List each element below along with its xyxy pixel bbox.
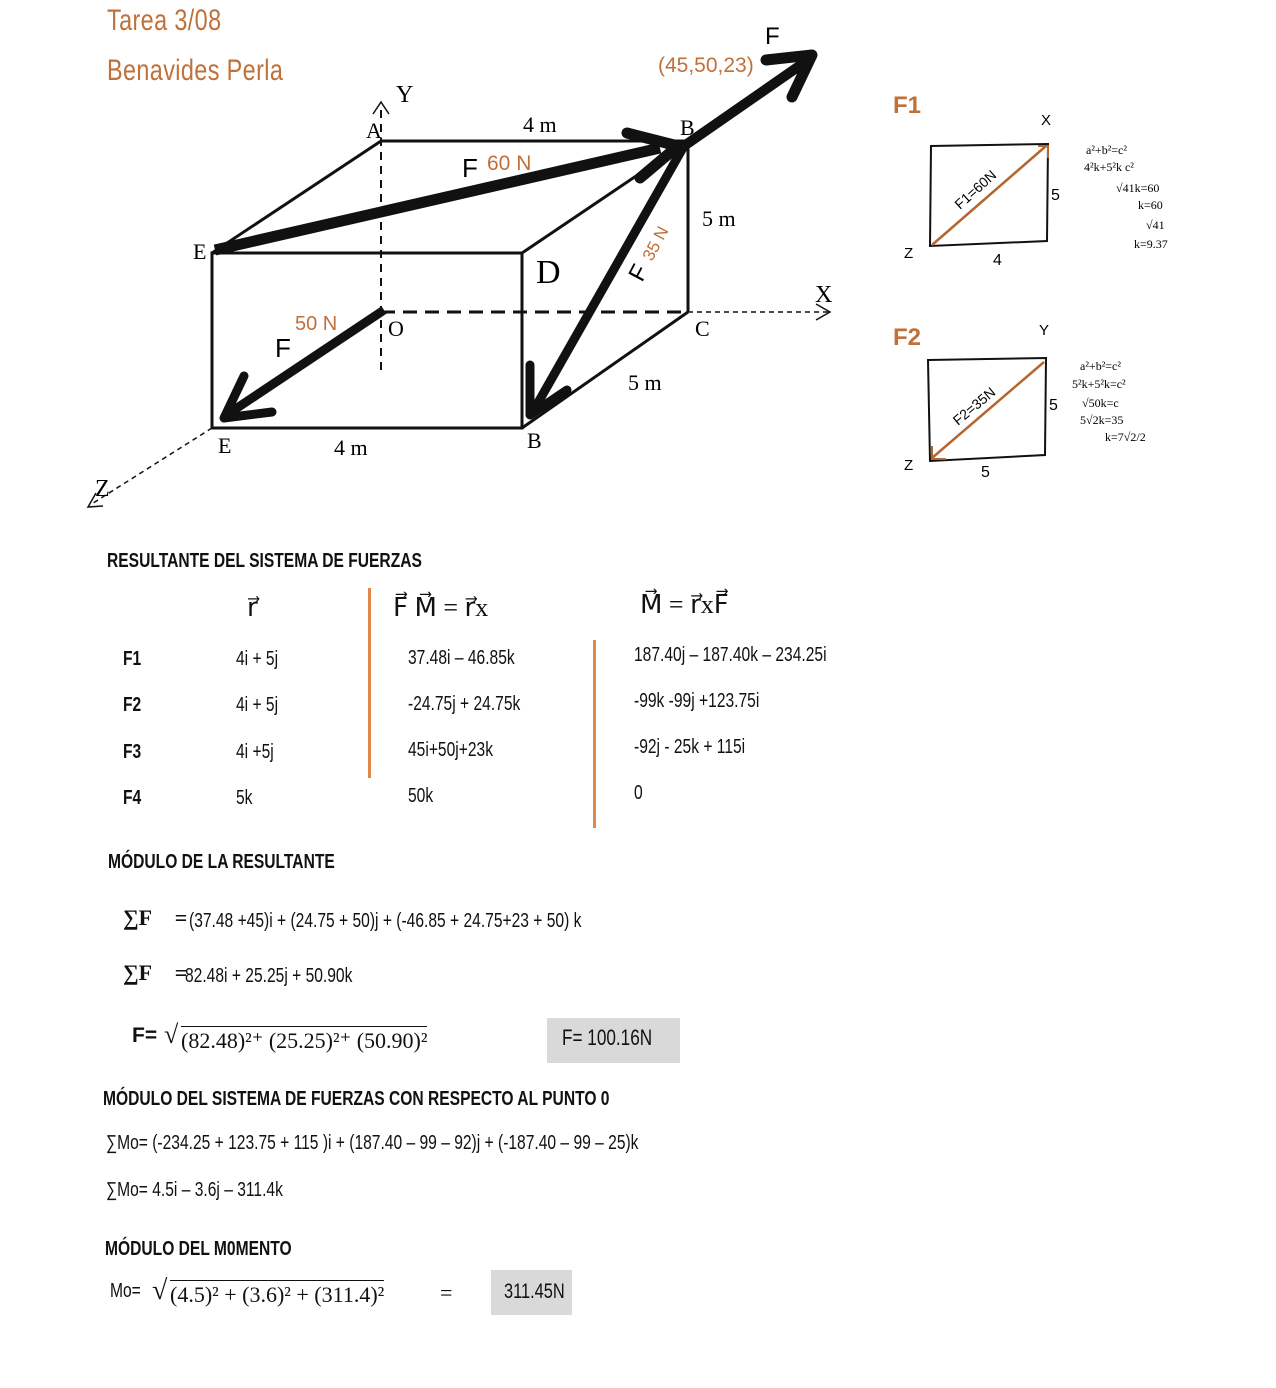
assignment-title: Tarea 3/08	[107, 4, 222, 37]
section-modulo-momento-heading: MÓDULO DEL M0MENTO	[105, 1238, 292, 1260]
equals-sign: =	[440, 1280, 453, 1305]
resultant-vector: 82.48i + 25.25j + 50.90k	[185, 965, 353, 987]
f2-sketch-bottom: 5	[981, 464, 990, 481]
col-header-r: r⃗	[247, 593, 258, 622]
box-front-face	[212, 253, 522, 428]
label-E-top: E	[193, 239, 207, 264]
svg-text:5√2k=35: 5√2k=35	[1080, 413, 1124, 427]
dim-top: 4 m	[523, 112, 557, 137]
sketch-f1-title: F1	[893, 92, 922, 119]
dim-right-vertical: 5 m	[702, 206, 736, 231]
divider-1	[368, 588, 371, 778]
dim-bottom: 4 m	[334, 435, 368, 460]
f3-value: (45,50,23)	[658, 54, 754, 77]
section-momento-heading: MÓDULO DEL SISTEMA DE FUERZAS CON RESPECTO AL PUNTO 0	[103, 1088, 610, 1110]
force-f1-arrow	[215, 148, 660, 250]
sketch-f1	[900, 110, 1200, 280]
f2-sketch-axis-left: Z	[904, 457, 914, 474]
f4-label: F	[275, 333, 291, 363]
f2-sketch-force: F2=35N	[949, 383, 999, 429]
col-header-f: F⃗ M⃗ = r⃗x	[393, 593, 489, 622]
label-B: B	[527, 428, 542, 453]
label-A: A	[366, 118, 382, 143]
label-D: D	[536, 254, 561, 291]
col-header-m: M⃗ = r⃗xF⃗	[640, 590, 729, 619]
axis-label-x: X	[815, 282, 833, 308]
axis-label-z: Z	[95, 476, 110, 502]
svg-text:4²k+5²k c²: 4²k+5²k c²	[1084, 160, 1134, 174]
f3-label: F	[765, 23, 780, 50]
label-E: E	[218, 433, 232, 458]
f1-sketch-side: 5	[1051, 187, 1060, 204]
sum-f-symbol: ∑F⃗ =	[123, 905, 188, 930]
result-moment: 311.45N	[504, 1280, 565, 1303]
f2-value: 35 N	[638, 223, 673, 264]
f1-label: F	[462, 153, 478, 183]
f1-sketch-axis-left: Z	[904, 245, 914, 262]
author-name: Benavides Perla	[107, 54, 284, 87]
f1-sketch-force: F1=60N	[951, 166, 1000, 213]
sqrt-symbol: √	[164, 1020, 179, 1049]
f4-value: 50 N	[295, 313, 338, 335]
divider-2	[593, 640, 596, 828]
sqrt-symbol-2: √	[152, 1275, 168, 1306]
f2-label: F	[623, 260, 655, 286]
f1-value: 60 N	[487, 152, 532, 175]
svg-text:k=7√2/2: k=7√2/2	[1105, 430, 1146, 444]
f1-sketch-bottom: 4	[993, 252, 1002, 269]
dim-right-depth: 5 m	[628, 370, 662, 395]
sum-f-symbol-2: ∑F⃗ =	[123, 960, 188, 985]
result-force: F= 100.16N	[562, 1025, 653, 1050]
svg-text:k=9.37: k=9.37	[1134, 237, 1168, 251]
sketch-f2	[900, 318, 1200, 488]
sketch-f2-title: F2	[893, 324, 922, 351]
svg-text:k=60: k=60	[1138, 198, 1163, 212]
axis-label-y: Y	[396, 82, 414, 108]
svg-text:√41: √41	[1146, 218, 1165, 232]
label-B-top: B	[680, 115, 695, 140]
label-O: O	[388, 316, 404, 341]
moment-magnitude-expression: (4.5)² + (3.6)² + (311.4)²	[170, 1282, 385, 1307]
svg-text:√41k=60: √41k=60	[1116, 181, 1160, 195]
moment-vector: ∑Mo= 4.5i – 3.6j – 311.4k	[106, 1179, 283, 1201]
force-box-diagram	[0, 0, 880, 520]
moment-sum-expression: ∑Mo= (-234.25 + 123.75 + 115 )i + (187.40 – 99 – 92)j + (-187.40 – 99 – 25)k	[106, 1132, 639, 1154]
svg-text:√50k=c: √50k=c	[1082, 396, 1119, 410]
resultant-sum-expression: (37.48 +45)i + (24.75 + 50)j + (-46.85 + 24.75+23 + 50) k	[189, 910, 582, 932]
magnitude-expression: (82.48)²⁺ (25.25)²⁺ (50.90)²	[181, 1028, 428, 1053]
svg-text:a²+b²=c²: a²+b²=c²	[1086, 143, 1127, 157]
label-C: C	[695, 316, 710, 341]
f2-sketch-side: 5	[1049, 397, 1058, 414]
svg-text:5²k+5²k=c²: 5²k+5²k=c²	[1072, 377, 1126, 391]
moment-magnitude-label: Mo=	[110, 1280, 141, 1302]
f2-sketch-axis-top: Y	[1039, 322, 1050, 339]
f1-sketch-axis-top: X	[1041, 112, 1052, 129]
magnitude-label: F=	[132, 1024, 158, 1047]
svg-text:a²+b²=c²: a²+b²=c²	[1080, 359, 1121, 373]
section-resultante-heading: RESULTANTE DEL SISTEMA DE FUERZAS	[107, 550, 422, 572]
section-modulo-resultante-heading: MÓDULO DE LA RESULTANTE	[108, 851, 335, 873]
